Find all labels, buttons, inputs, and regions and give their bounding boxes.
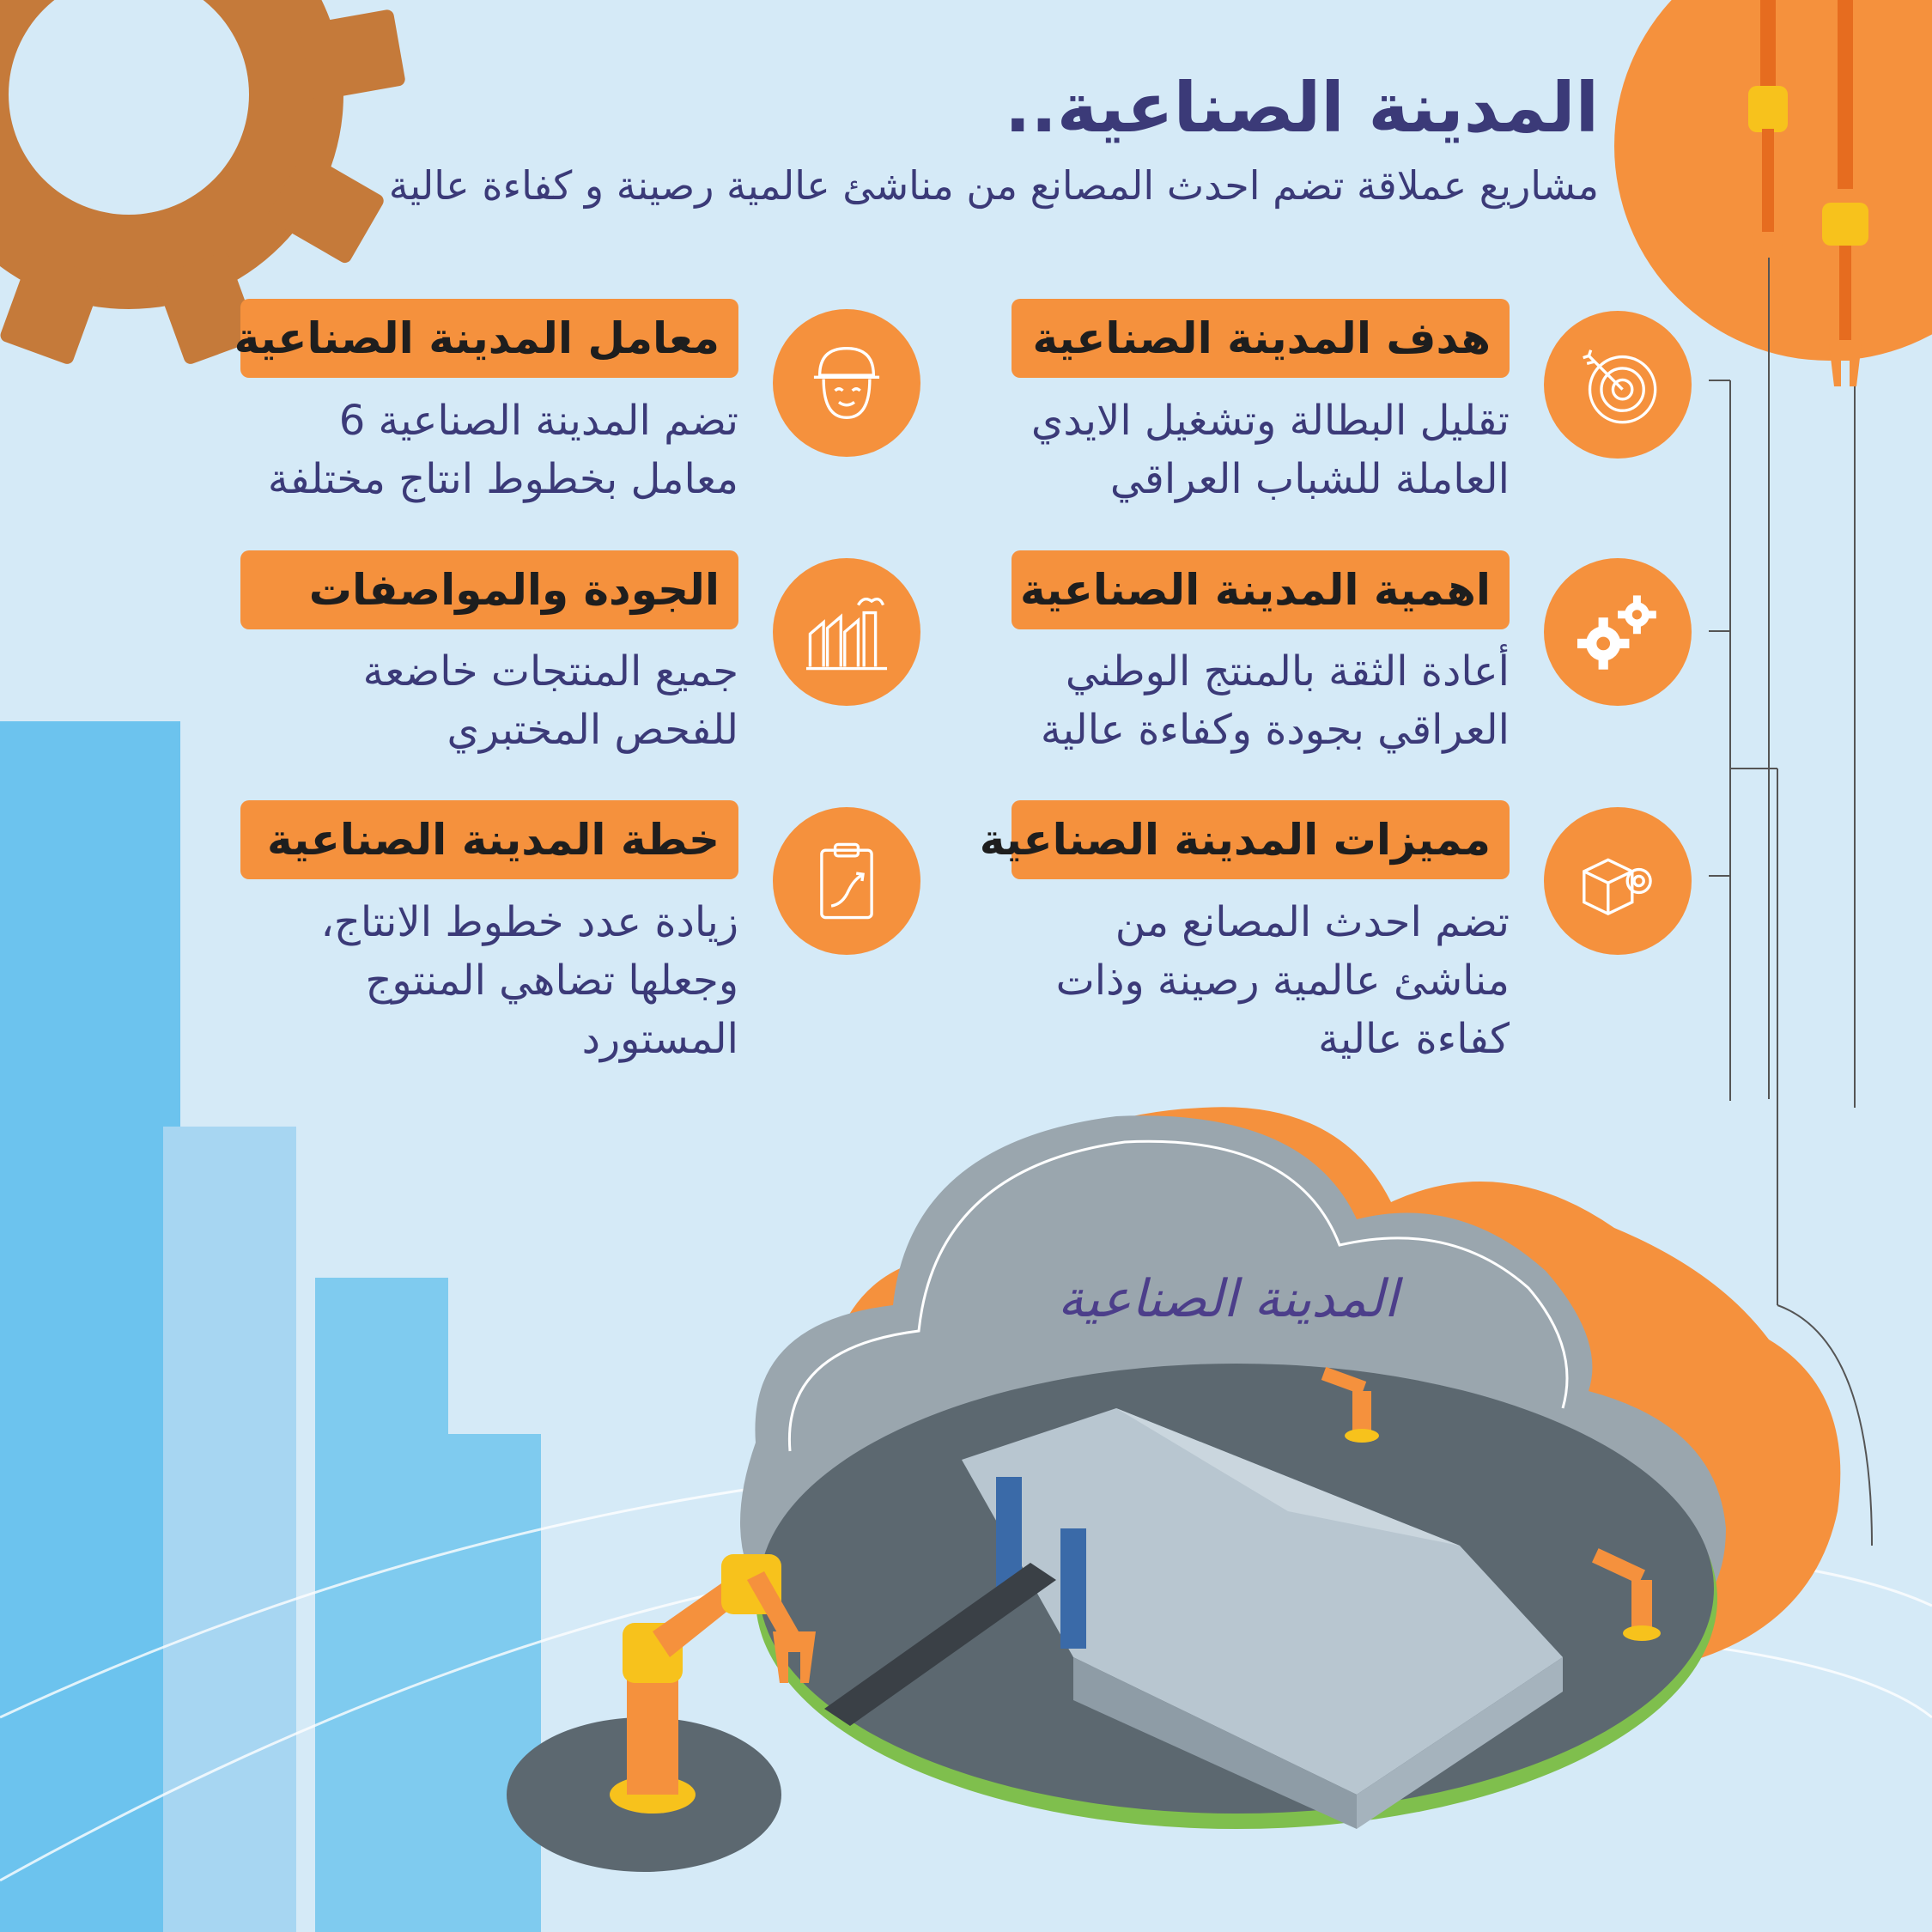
goal-icon-circle (1544, 311, 1692, 459)
target-icon (1570, 337, 1666, 433)
importance-icon-circle (1544, 558, 1692, 706)
page-subtitle: مشاريع عملاقة تضم احدث المصانع من مناشئ عالمية رصينة و كفاءة عالية (388, 162, 1599, 209)
quality-card-title: الجودة والمواصفات (240, 550, 738, 629)
features-card-title: مميزات المدينة الصناعية (1012, 800, 1510, 879)
plan-card-title: خطة المدينة الصناعية (240, 800, 738, 879)
importance-card-title: اهمية المدينة الصناعية (1012, 550, 1510, 629)
importance-card-body: أعادة الثقة بالمنتج الوطني العراقي بجودة وكفاءة عالية (1040, 647, 1510, 754)
factories-card-title: معامل المدينة الصناعية (240, 299, 738, 378)
box-gear-icon (1570, 833, 1666, 929)
plan-icon-circle (773, 807, 920, 955)
factories-card-body: تضم المدينة الصناعية 6 معامل بخطوط انتاج مختلفة (267, 397, 738, 503)
gears-icon (1570, 584, 1666, 680)
page-title: المدينة الصناعية.. (1005, 68, 1599, 148)
goal-card-title: هدف المدينة الصناعية (1012, 299, 1510, 378)
quality-icon-circle (773, 558, 920, 706)
worker-helmet-icon (799, 335, 895, 431)
clipboard-chart-icon (799, 833, 895, 929)
cloud-label: المدينة الصناعية (1057, 1269, 1399, 1329)
robot-arm-large (507, 1554, 816, 1872)
factories-icon-circle (773, 309, 920, 457)
factory-icon (799, 584, 895, 680)
quality-card-body: جميع المنتجات خاضعة للفحص المختبري (362, 647, 738, 754)
plan-card-body: زيادة عدد خطوط الانتاج، وجعلها تضاهي المنتوج المستورد (320, 898, 738, 1063)
features-card-body: تضم احدث المصانع من مناشئ عالمية رصينة وذات كفاءة عالية (1055, 898, 1510, 1063)
features-icon-circle (1544, 807, 1692, 955)
goal-card-body: تقليل البطالة وتشغيل الايدي العاملة للشباب العراقي (1030, 397, 1510, 503)
